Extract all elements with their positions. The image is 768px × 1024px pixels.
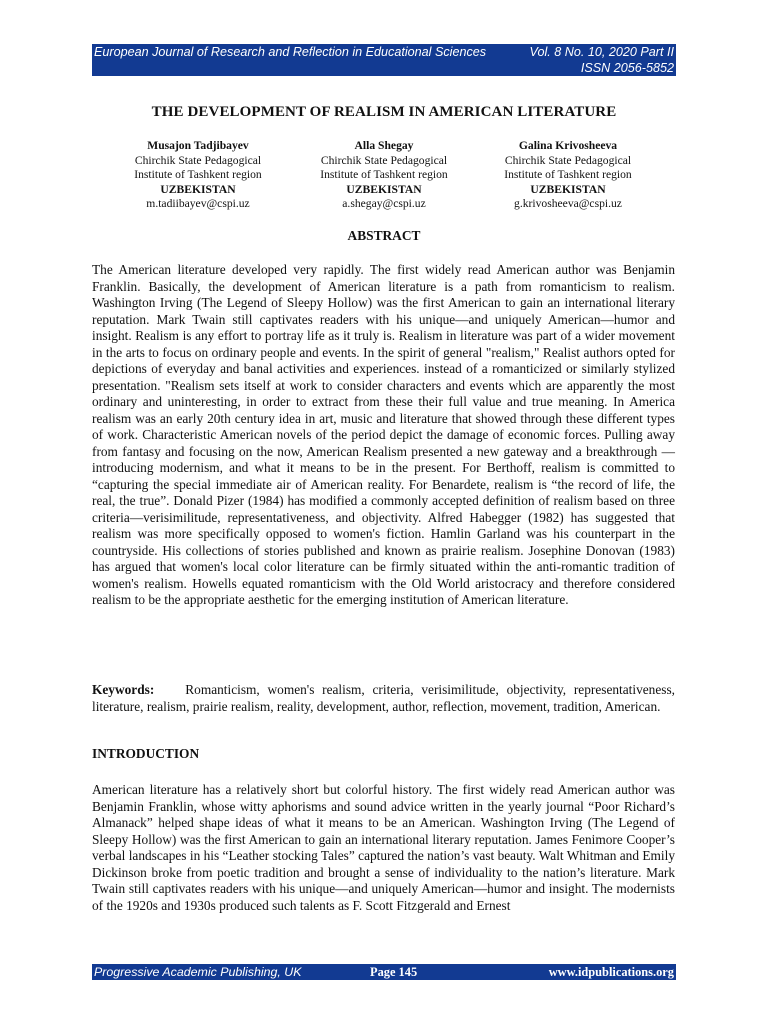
author-country: UZBEKISTAN — [160, 182, 236, 196]
journal-header-bar — [92, 44, 676, 76]
volume-info: Vol. 8 No. 10, 2020 Part II — [529, 45, 674, 59]
author-institution: Chirchik State Pedagogical — [320, 153, 448, 167]
introduction-text: American literature has a relatively short but colorful history. The first widely read American author was Benjamin Franklin, whose witty aphorisms and sound advice written in the yearly journal “Poor Richard’s Almanack” helped shape ideas of what it means to be an American. Washington Irving (The Legend of Sleepy Hollow) was the first American to gain an international literary reputation. James Fenimore Cooper’s verbal landscapes in his “Leather stocking Tales” captured the nation’s vast beauty. Walt Whitman and Emily Dickinson broke from poetic tradition and brought a sense of individuality to the nation’s literature. Mark Twain still captivates readers with his unique—and uniquely American—humor and insight. The modernists of the 1920s and 1930s produced such talents as F. Scott Fitzgerald and Ernest — [92, 782, 675, 913]
page-number: Page 145 — [370, 965, 418, 979]
author-institution-region: Institute of Tashkent region — [134, 168, 262, 182]
abstract-heading: ABSTRACT — [347, 228, 421, 243]
keywords-label: Keywords: — [92, 682, 155, 697]
journal-title: European Journal of Research and Reflection in Educational Sciences — [94, 45, 487, 59]
author-email: g.krivosheeva@cspi.uz — [514, 197, 622, 211]
keywords-text: Romanticism, women's realism, criteria, verisimilitude, objectivity, representativeness, literature, realism, prairie realism, reality, development, author, reflection, movement, tradition, American. — [92, 682, 675, 714]
author-email: m.tadiibayev@cspi.uz — [146, 197, 250, 211]
author-3 — [468, 139, 668, 212]
footer-bar — [92, 964, 676, 980]
issn-number: ISSN 2056-5852 — [580, 61, 674, 75]
author-email: a.shegay@cspi.uz — [342, 197, 426, 211]
author-institution: Chirchik State Pedagogical — [134, 153, 262, 167]
author-name: Alla Shegay — [354, 139, 414, 152]
author-country: UZBEKISTAN — [530, 182, 606, 196]
website-link[interactable]: www.idpublications.org — [548, 965, 674, 979]
paper-title: THE DEVELOPMENT OF REALISM IN AMERICAN LITERATURE — [151, 104, 617, 120]
author-country: UZBEKISTAN — [346, 182, 422, 196]
author-institution-region: Institute of Tashkent region — [320, 168, 448, 182]
author-2 — [284, 139, 484, 212]
author-1 — [98, 139, 298, 212]
author-institution-region: Institute of Tashkent region — [504, 168, 632, 182]
author-name: Galina Krivosheeva — [518, 139, 618, 152]
publisher-name: Progressive Academic Publishing, UK — [94, 965, 302, 979]
author-institution: Chirchik State Pedagogical — [504, 153, 632, 167]
author-name: Musajon Tadjibayev — [147, 139, 249, 152]
keywords-paragraph — [92, 682, 675, 715]
introduction-heading: INTRODUCTION — [92, 746, 200, 761]
abstract-text: The American literature developed very rapidly. The first widely read American author was Benjamin Franklin. Basically, the development of American literature is a path from romanticism to realism. Washington Irving (The Legend of Sleepy Hollow) was the first American to gain an international literary reputation. Mark Twain still captivates readers with his unique—and uniquely American—humor and insight. Realism is any effort to portray life as it truly is. Realism in literature was part of a wider movement in the arts to focus on ordinary people and events. In the spirit of general "realism," Realist authors opted for depictions of everyday and banal activities and experiences. instead of a romanticized or similarly stylized presentation. "Realism sets itself at work to consider characters and events which are apparently the most ordinary and uninteresting, in order to extract from these their full value and true meaning. In America realism was an early 20th century idea in art, music and literature that showed through these different types of work. Characteristic American novels of the period depict the damage of economic forces. Pulling away from fantasy and focusing on the now, American Realism presented a new gateway and a breakthrough — introducing modernism, and what it means to be in the present. For Berthoff, realism is committed to “capturing the special immediate air of American reality. For Benardete, realism is “the record of life, the real, the true”. Donald Pizer (1984) has modified a commonly accepted definition of realism based on three criteria—verisimilitude, representativeness, and objectivity. Alfred Habegger (1982) has suggested that realism was more specifically opposed to women's fiction. Hamlin Garland was his counterpart in the countryside. His collections of stories published and known as prairie realism. Josephine Donovan (1983) has argued that women's local color literature can be firmly situated within the anti-romantic tradition of women's realism. Howells equated romanticism with the Old World aristocracy and therefore considered realism to be the appropriate aesthetic for the emerging institution of American literature. — [92, 262, 675, 607]
